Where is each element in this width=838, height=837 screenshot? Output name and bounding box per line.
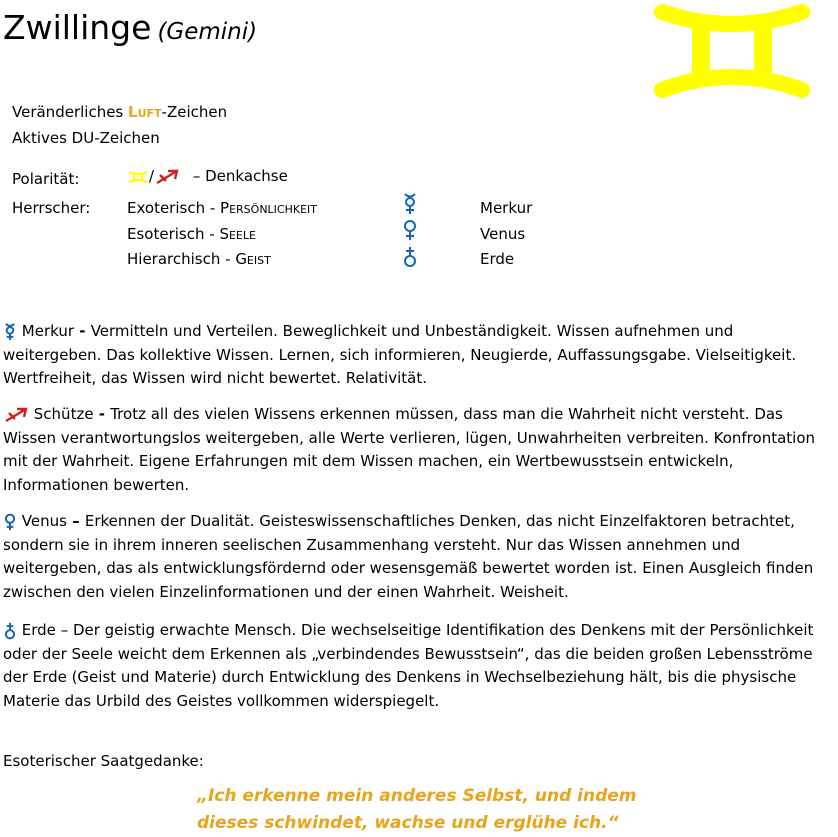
paragraph-merkur: Merkur - Vermitteln und Verteilen. Beweglichkeit und Unbeständigkeit. Wissen aufnehmen und weitergeben. Das kollektive Wissen. Lernen, sich informieren, Neugierde, Auffassungsgabe. Vielseitigkeit. Wertfreiheit, das Wissen wird nicht bewertet. Relativität. [3,322,797,388]
mercury-icon [3,323,17,341]
page-title [3,8,257,52]
polarity-axis: – Denkachse [192,167,288,185]
ruler-row-esoteric: Esoterisch - Seele [127,225,256,243]
sign-element-post: -Zeichen [161,103,228,121]
ruler-planet: Erde [480,250,515,268]
earth-icon [3,622,17,640]
ruler-level: Seele [219,225,256,243]
title-sub: (Gemini) [157,19,258,45]
paragraph-schuetze: Schütze - Trotz all des vielen Wissens erkennen müssen, dass man die Wahrheit nicht versteht. Das Wissen verantwortungslos weitergeben, alle Werte verlieren, lügen, Unwahrheiten verbreiten. Konfrontation mit der Wahrheit. Eigene Erfahrungen mit dem Wissen machen, ein Wertbewusstsein entwickeln, Informationen bewerten. [3,405,816,495]
ruler-row-hierarchic: Hierarchisch - Geist [127,250,271,268]
venus-icon [402,219,418,241]
element-luft: Luft [128,103,162,121]
ruler-level: Geist [235,250,271,268]
seed-thought-label: Esoterischer Saatgedanke: [3,752,204,770]
sagittarius-icon [3,407,29,423]
sagittarius-icon [154,169,180,185]
ruler-row-exoteric: Exoterisch - Persönlichkeit [127,199,318,217]
sign-element-line [12,102,227,122]
venus-icon [3,513,17,531]
polarity-value [127,166,288,190]
quote-line-2: dieses schwindet, wachse und erglühe ich.“ [197,813,619,833]
paragraph-venus: Venus – Erkennen der Dualität. Geisteswissenschaftliches Denken, das nicht Einzelfaktoren betrachtet, sondern sie in ihrem inneren seelischen Zusammenhang versteht. Nur das Wissen annehmen und weitergeben, das als entwicklungsfördernd oder wesensgemäß bewertet worden ist. Einen Ausgleich finden zwischen den vielen Einzelinformationen und der einen Wahrheit. Weisheit. [3,512,814,602]
polarity-separator: / [149,167,155,185]
sign-element-pre: Veränderliches [12,103,129,121]
seed-thought-quote [197,783,637,837]
gemini-small-icon [127,169,149,185]
paragraph-erde: Erde – Der geistig erwachte Mensch. Die wechselseitige Identifikation des Denkens mit der Persönlichkeit oder der Seele weicht dem Erkennen als „verbindendes Bewusstsein“, das die beiden großen Lebensströme der Erde (Geist und Materie) durch Entwicklung des Denkens in Wechselbeziehung hält, bis die physische Materie das Urbild des Geistes vollkommen widerspiegelt. [3,621,814,711]
ruler-level: Persönlichkeit [220,199,318,217]
title-main: Zwillinge [3,8,152,47]
sign-mode-line: Aktives DU-Zeichen [12,129,160,147]
mercury-icon [402,193,418,215]
quote-line-1: „Ich erkenne mein anderes Selbst, und indem [197,786,637,806]
rulers-label: Herrscher: [12,199,91,217]
polarity-label: Polarität: [12,170,80,188]
earth-icon [402,246,418,268]
gemini-icon [652,2,812,98]
ruler-planet: Merkur [480,199,533,217]
ruler-planet: Venus [480,225,526,243]
